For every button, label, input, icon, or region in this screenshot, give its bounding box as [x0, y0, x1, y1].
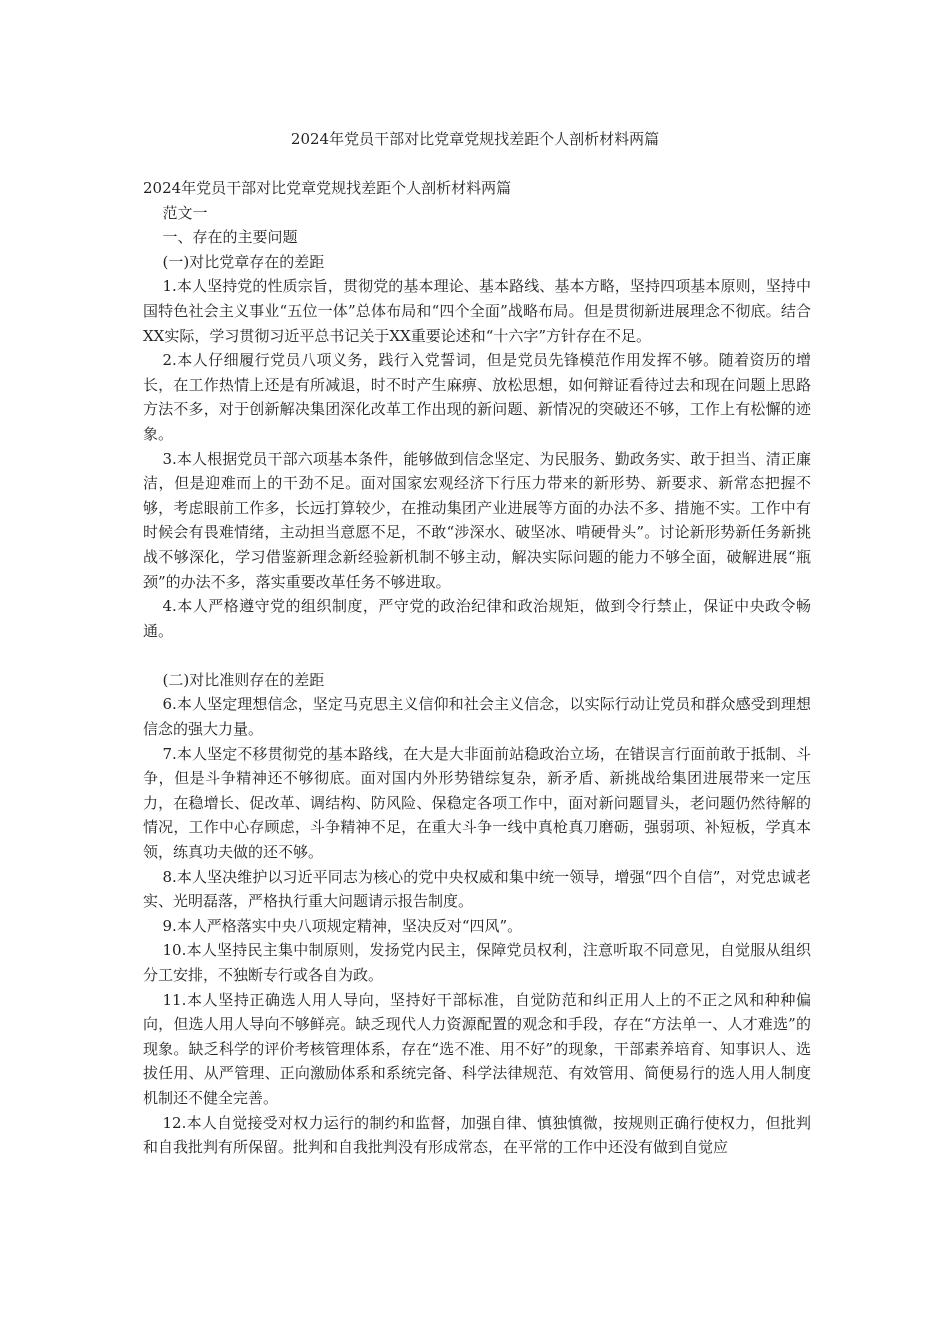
subsection-heading-2: (二)对比准则存在的差距	[162, 670, 325, 689]
paragraph-item-12: 12.本人自觉接受对权力运行的制约和监督，加强自律、慎独慎微，按规则正确行使权力，但批判和自我批判有所保留。批判和自我批判没有形成常态，在平常的工作中还没有做到自觉应	[143, 1113, 811, 1157]
paragraph-item-1: 1.本人坚持党的性质宗旨，贯彻党的基本理论、基本路线、基本方略，坚持四项基本原则，坚持中国特色社会主义事业“五位一体”总体布局和“四个全面”战略布局。但是贯彻新进展理念不彻底。结合XX实际，学习贯彻习近平总书记关于XX重要论述和“十六字”方针存在不足。	[143, 277, 811, 345]
subsection-heading-1: (一)对比党章存在的差距	[162, 252, 325, 271]
paragraph-item-8: 8.本人坚决维护以习近平同志为核心的党中央权威和集中统一领导，增强“四个自信”，对党忠诚老实、光明磊落，严格执行重大问题请示报告制度。	[143, 867, 811, 911]
paragraph-item-7: 7.本人坚定不移贯彻党的基本路线，在大是大非面前站稳政治立场，在错误言行面前敢于抵制、斗争，但是斗争精神还不够彻底。面对国内外形势错综复杂，新矛盾、新挑战给集团进展带来一定压力，在稳增长、促改革、调结构、防风险、保稳定各项工作中，面对新问题冒头，老问题仍然待解的情况，工作中心存顾虑，斗争精神不足，在重大斗争一线中真枪真刀磨砺，强弱项、补短板，学真本领，练真功夫做的还不够。	[143, 744, 811, 862]
document-subtitle: 2024年党员干部对比党章党规找差距个人剖析材料两篇	[143, 179, 512, 197]
paragraph-item-4: 4.本人严格遵守党的组织制度，严守党的政治纪律和政治规矩，做到令行禁止，保证中央政令畅通。	[143, 597, 811, 640]
paragraph-item-3: 3.本人根据党员干部六项基本条件，能够做到信念坚定、为民服务、勤政务实、敢于担当、清正廉洁，但是迎难而上的干劲不足。面对国家宏观经济下行压力带来的新形势、新要求、新常态把握不够，考虑眼前工作多，长远打算较少，在推动集团产业进展等方面的办法不多、措施不实。工作中有时候会有畏难情绪，主动担当意愿不足，不敢“涉深水、破坚冰、啃硬骨头”。讨论新形势新任务新挑战不够深化，学习借鉴新理念新经验新机制不够主动，解决实际问题的能力不够全面，破解进展“瓶颈”的办法不多，落实重要改革任务不够进取。	[143, 449, 811, 591]
section-heading-1: 一、存在的主要问题	[162, 228, 298, 247]
paragraph-item-6: 6.本人坚定理想信念，坚定马克思主义信仰和社会主义信念，以实际行动让党员和群众感受到理想信念的强大力量。	[143, 695, 811, 739]
paragraph-item-9: 9.本人严格落实中央八项规定精神，坚决反对“四风”。	[162, 916, 523, 935]
page-header-title: 2024年党员干部对比党章党规找差距个人剖析材料两篇	[290, 130, 660, 148]
paragraph-item-2: 2.本人仔细履行党员八项义务，践行入党誓词，但是党员先锋模范作用发挥不够。随着资历的增长，在工作热情上还是有所减退，时不时产生麻痹、放松思想，如何辩证看待过去和现在问题上思路方法不多，对于创新解决集团深化改革工作出现的新问题、新情况的突破还不够，工作上有松懈的迹象。	[143, 351, 811, 443]
document-body	[143, 176, 811, 1160]
paragraph-item-11: 11.本人坚持正确选人用人导向，坚持好干部标准，自觉防范和纠正用人上的不正之风和种种偏向，但选人用人导向不够鲜亮。缺乏现代人力资源配置的观念和手段，存在“方法单一、人才难选”的现象。缺乏科学的评价考核管理体系，存在“选不准、用不好”的现象，干部素养培育、知事识人、选拔任用、从严管理、正向激励体系和系统完备、科学法律规范、有效管用、简便易行的选人用人制度机制还不健全完善。	[143, 990, 811, 1107]
sample-label: 范文一	[162, 203, 208, 222]
paragraph-item-10: 10.本人坚持民主集中制原则，发扬党内民主，保障党员权利，注意听取不同意见，自觉服从组织分工安排，不独断专行或各自为政。	[143, 941, 811, 984]
blank-line	[143, 643, 811, 668]
